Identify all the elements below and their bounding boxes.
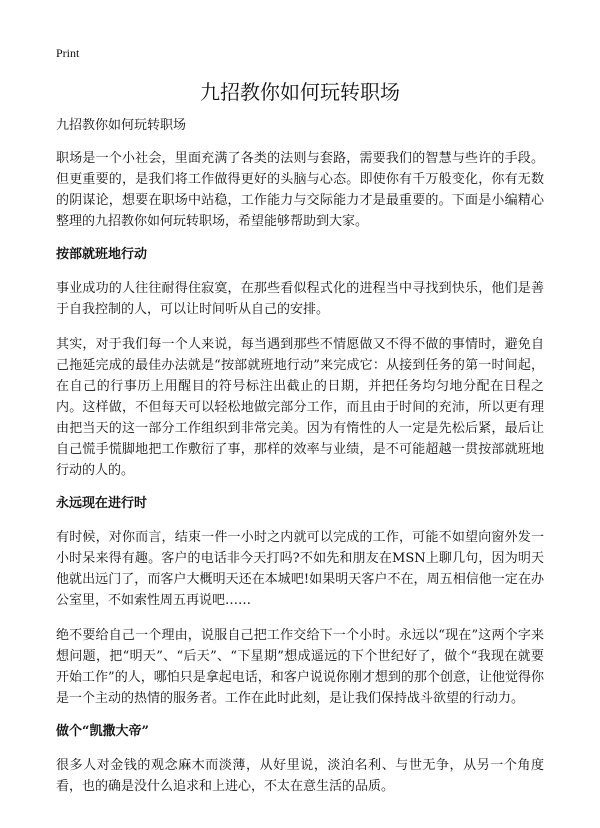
intro-paragraph: 职场是一个小社会，里面充满了各类的法则与套路，需要我们的智慧与些许的手段。但更重要的，是我们将工作做得更好的头脑与心态。即使你有千万般变化，你有无数的阴谋论，想要在职场中站稳，工作能力与交际能力才是最重要的。下面是小编精心整理的九招教你如何玩转职场，希望能够帮助到大家。 — [56, 151, 544, 229]
print-label: Print — [56, 46, 80, 60]
page-title: 九招教你如何玩转职场 — [200, 80, 400, 104]
section-heading-caesar: 做个“凯撒大帝” — [56, 724, 149, 739]
section-2-paragraph-1: 有时候，对你而言，结束一件一小时之内就可以完成的工作，可能不如望向窗外发一小时呆来得有趣。客户的电话非今天打吗?不如先和朋友在MSN上聊几句，因为明天他就出远门了，而客户大概明天还在本城吧!如果明天客户不在，周五相信他一定在办公室里，不如索性周五再说吧…… — [56, 530, 544, 608]
section-heading-present-tense: 永远现在进行时 — [56, 496, 148, 511]
section-1-paragraph-1: 事业成功的人往往耐得住寂寞，在那些看似程式化的进程当中寻找到快乐，他们是善于自我控制的人，可以让时间听从自己的安排。 — [56, 281, 544, 317]
section-3-paragraph-1: 很多人对金钱的观念麻木而淡薄，从好里说，淡泊名利、与世无争，从另一个角度看，也的确是没什么追求和上进心，不太在意生活的品质。 — [56, 758, 544, 794]
subtitle: 九招教你如何玩转职场 — [56, 118, 187, 133]
section-1-paragraph-2: 其实，对于我们每一个人来说，每当遇到那些不情愿做又不得不做的事情时，避免自己拖延完成的最佳办法就是“按部就班地行动”来完成它：从接到任务的第一时间起，在自己的行事历上用醒目的符号标注出截止的日期，并把任务均匀地分配在日程之内。这样做，不但每天可以轻松地做完部分工作，而且由于时间的充沛，所以更有理由把当天的这一部分工作组织到非常完美。因为有惰性的人一定是先松后紧，最后让自己慌手慌脚地把工作敷衍了事，那样的效率与业绩，是不可能超越一贯按部就班地行动的人的。 — [56, 337, 544, 478]
section-heading-step-by-step: 按部就班地行动 — [56, 247, 148, 262]
section-2-paragraph-2: 绝不要给自己一个理由，说服自己把工作交给下一个小时。永远以“现在”这两个字来想问题，把“明天”、“后天”、“下星期”想成遥远的下个世纪好了，做个“我现在就要开始工作”的人，哪怕只是拿起电话，和客户说说你刚才想到的那个创意，让他觉得你是一个主动的热情的服务者。工作在此时此刻，是让我们保持战斗欲望的行动力。 — [56, 628, 544, 706]
